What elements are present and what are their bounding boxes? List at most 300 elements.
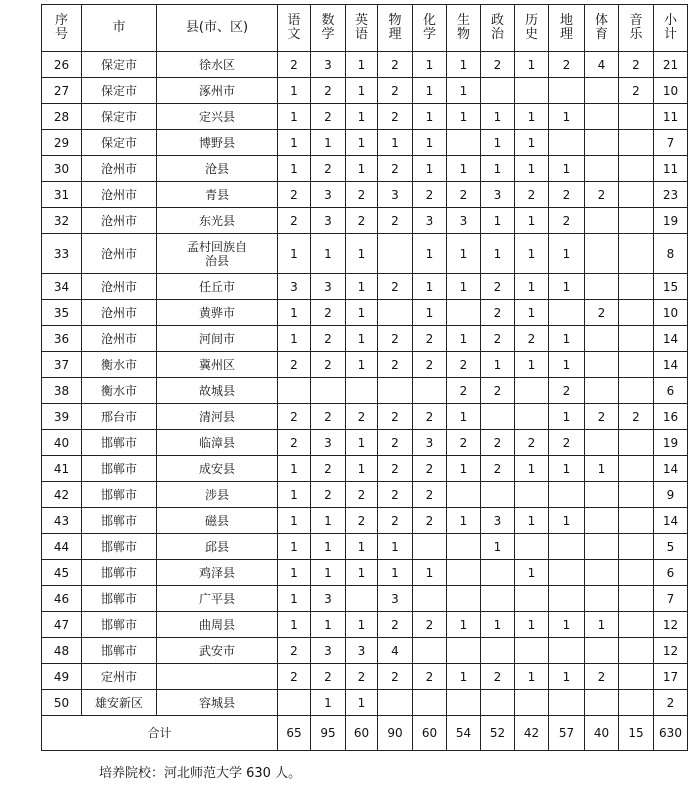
row-county: 磁县 [157,508,278,534]
row-value [619,586,654,612]
row-value: 1 [447,52,481,78]
row-number: 33 [42,234,82,274]
total-cell: 42 [515,716,549,751]
quota-table [41,4,688,751]
row-value [378,300,413,326]
row-value: 1 [346,534,378,560]
row-value [619,182,654,208]
row-value: 3 [311,182,346,208]
row-value: 1 [515,274,549,300]
row-value: 1 [481,534,515,560]
row-value: 2 [619,404,654,430]
row-value: 1 [346,690,378,716]
total-cell: 54 [447,716,481,751]
header-history: 历 史 [515,5,549,52]
row-value: 1 [311,508,346,534]
row-value: 1 [311,130,346,156]
row-value: 2 [378,208,413,234]
table-row [42,612,688,638]
row-value [378,234,413,274]
table-row [42,638,688,664]
row-value: 1 [481,352,515,378]
row-value: 1 [447,404,481,430]
row-city: 沧州市 [82,300,157,326]
row-value [549,586,585,612]
row-value: 1 [515,300,549,326]
row-value [378,378,413,404]
row-value [515,586,549,612]
row-value: 2 [346,182,378,208]
row-value: 2 [378,326,413,352]
total-label: 合计 [42,716,278,751]
row-value [619,130,654,156]
row-value: 2 [481,664,515,690]
row-value: 2 [378,612,413,638]
row-value [585,482,619,508]
row-value: 1 [549,664,585,690]
row-value [585,508,619,534]
total-cell: 60 [413,716,447,751]
row-county: 徐水区 [157,52,278,78]
row-value: 12 [654,612,688,638]
row-number: 28 [42,104,82,130]
row-value [549,560,585,586]
row-value: 1 [515,234,549,274]
row-value: 1 [549,404,585,430]
row-value: 1 [278,156,311,182]
row-number: 34 [42,274,82,300]
row-number: 42 [42,482,82,508]
row-value: 1 [278,300,311,326]
row-value [447,534,481,560]
row-city: 保定市 [82,104,157,130]
header-subtotal: 小 计 [654,5,688,52]
row-county: 黄骅市 [157,300,278,326]
row-value: 2 [311,326,346,352]
row-county: 广平县 [157,586,278,612]
row-value: 1 [447,456,481,482]
total-cell: 40 [585,716,619,751]
table-row [42,690,688,716]
row-value [346,378,378,404]
row-value: 3 [346,638,378,664]
row-value: 3 [413,430,447,456]
row-value: 2 [515,430,549,456]
row-number: 44 [42,534,82,560]
row-value: 2 [481,456,515,482]
row-number: 50 [42,690,82,716]
row-value [447,560,481,586]
row-number: 47 [42,612,82,638]
row-value [585,690,619,716]
row-value: 1 [378,130,413,156]
row-value: 1 [278,508,311,534]
row-number: 27 [42,78,82,104]
row-value: 1 [481,156,515,182]
row-value: 1 [481,130,515,156]
row-value: 1 [481,612,515,638]
row-value: 1 [278,560,311,586]
row-county: 定兴县 [157,104,278,130]
row-value [413,690,447,716]
row-value [481,638,515,664]
row-value: 2 [413,612,447,638]
table-row [42,404,688,430]
row-value: 2 [278,52,311,78]
row-county: 成安县 [157,456,278,482]
table-row [42,156,688,182]
row-value [585,560,619,586]
row-value [619,456,654,482]
row-value: 6 [654,560,688,586]
row-value: 1 [413,234,447,274]
row-city: 雄安新区 [82,690,157,716]
row-city: 保定市 [82,78,157,104]
row-value: 2 [447,182,481,208]
row-value: 3 [278,274,311,300]
row-value: 1 [346,612,378,638]
row-value [346,586,378,612]
row-value: 2 [311,456,346,482]
row-value [549,690,585,716]
table-row [42,430,688,456]
row-value: 2 [378,104,413,130]
row-value: 1 [346,104,378,130]
row-value: 1 [413,78,447,104]
row-value [413,638,447,664]
row-city: 沧州市 [82,156,157,182]
table-row [42,664,688,690]
row-value: 1 [278,586,311,612]
table-row [42,508,688,534]
row-value: 1 [481,104,515,130]
row-county: 涿州市 [157,78,278,104]
row-city: 衡水市 [82,378,157,404]
row-value [549,482,585,508]
header-geography: 地 理 [549,5,585,52]
row-value: 4 [585,52,619,78]
row-city: 沧州市 [82,234,157,274]
row-value: 5 [654,534,688,560]
row-number: 49 [42,664,82,690]
row-value: 1 [549,156,585,182]
row-value: 1 [278,78,311,104]
row-value: 1 [278,234,311,274]
row-value: 1 [278,456,311,482]
table-row [42,560,688,586]
row-value: 1 [413,156,447,182]
row-value [585,326,619,352]
row-number: 46 [42,586,82,612]
row-value [549,130,585,156]
row-value: 1 [278,326,311,352]
row-city: 邯郸市 [82,508,157,534]
row-county: 邱县 [157,534,278,560]
row-value: 2 [585,300,619,326]
header-english: 英 语 [346,5,378,52]
row-value: 1 [447,508,481,534]
row-value: 1 [447,274,481,300]
row-value [619,664,654,690]
table-body [42,52,688,716]
row-value: 2 [278,182,311,208]
row-value [549,300,585,326]
row-value [413,586,447,612]
header-city: 市 [82,5,157,52]
row-value [311,378,346,404]
row-value: 2 [619,52,654,78]
row-value: 1 [447,234,481,274]
row-value: 2 [346,208,378,234]
row-value: 2 [481,274,515,300]
row-value: 1 [346,52,378,78]
row-county: 清河县 [157,404,278,430]
row-value: 3 [311,638,346,664]
table-row [42,78,688,104]
row-value: 2 [278,404,311,430]
row-value: 1 [447,78,481,104]
row-value: 2 [549,208,585,234]
row-number: 32 [42,208,82,234]
row-value [278,378,311,404]
row-value [619,560,654,586]
row-value [549,638,585,664]
row-value: 2 [515,326,549,352]
footnote: 培养院校：河北师范大学 630 人。 [99,766,302,781]
row-number: 38 [42,378,82,404]
row-value: 1 [515,156,549,182]
row-value: 1 [278,612,311,638]
row-value: 8 [654,234,688,274]
row-value: 1 [515,130,549,156]
row-value: 1 [346,78,378,104]
row-value: 10 [654,78,688,104]
row-county: 东光县 [157,208,278,234]
row-value [619,234,654,274]
table-row [42,378,688,404]
row-value: 1 [413,560,447,586]
table-row [42,52,688,78]
row-value: 1 [549,104,585,130]
row-number: 43 [42,508,82,534]
row-value: 14 [654,326,688,352]
row-value: 1 [413,52,447,78]
row-value [585,156,619,182]
row-value: 14 [654,456,688,482]
row-county: 容城县 [157,690,278,716]
row-value: 2 [481,300,515,326]
row-value [619,274,654,300]
row-value [619,104,654,130]
row-value: 1 [515,664,549,690]
row-value: 2 [311,482,346,508]
row-value: 3 [481,508,515,534]
table-row [42,326,688,352]
row-value [585,638,619,664]
row-value [481,586,515,612]
row-value: 3 [378,586,413,612]
row-value: 2 [378,404,413,430]
row-value: 2 [447,430,481,456]
row-county: 孟村回族自 治县 [157,234,278,274]
row-value: 1 [549,508,585,534]
row-value: 1 [346,234,378,274]
row-value: 12 [654,638,688,664]
row-city: 衡水市 [82,352,157,378]
row-value: 1 [278,534,311,560]
row-county: 沧县 [157,156,278,182]
row-value [619,690,654,716]
row-county: 博野县 [157,130,278,156]
row-value: 7 [654,586,688,612]
total-cell: 15 [619,716,654,751]
row-county: 曲周县 [157,612,278,638]
row-value [619,430,654,456]
row-value: 1 [515,52,549,78]
row-value: 1 [346,300,378,326]
row-value [549,78,585,104]
row-value: 1 [515,612,549,638]
row-value: 1 [413,130,447,156]
row-number: 36 [42,326,82,352]
row-value [585,378,619,404]
row-value: 1 [378,534,413,560]
total-cell: 60 [346,716,378,751]
table-row [42,534,688,560]
row-value [619,534,654,560]
row-city: 邯郸市 [82,560,157,586]
row-value: 2 [311,404,346,430]
row-value: 15 [654,274,688,300]
row-value: 2 [311,300,346,326]
row-county: 冀州区 [157,352,278,378]
row-city: 邯郸市 [82,612,157,638]
row-value [619,482,654,508]
row-value: 2 [413,482,447,508]
row-value: 1 [346,430,378,456]
row-number: 31 [42,182,82,208]
row-value [619,326,654,352]
header-pe: 体 育 [585,5,619,52]
row-value: 1 [447,156,481,182]
row-value [481,482,515,508]
row-value: 1 [413,274,447,300]
row-number: 35 [42,300,82,326]
row-value: 1 [413,300,447,326]
row-value: 2 [413,404,447,430]
row-value: 1 [346,352,378,378]
table-row [42,586,688,612]
row-county: 涉县 [157,482,278,508]
row-county: 鸡泽县 [157,560,278,586]
header-politics: 政 治 [481,5,515,52]
row-value: 2 [378,456,413,482]
row-value: 2 [346,664,378,690]
row-value [515,404,549,430]
row-value [481,78,515,104]
row-value [515,534,549,560]
row-value: 1 [311,234,346,274]
row-value: 10 [654,300,688,326]
row-value: 2 [311,664,346,690]
row-value: 1 [447,104,481,130]
row-value: 2 [378,352,413,378]
row-city: 沧州市 [82,182,157,208]
row-value: 1 [515,352,549,378]
row-value [619,156,654,182]
row-value: 1 [447,326,481,352]
row-city: 沧州市 [82,274,157,300]
row-value: 1 [346,456,378,482]
row-county: 故城县 [157,378,278,404]
row-value: 2 [311,352,346,378]
header-math: 数 学 [311,5,346,52]
row-value: 1 [515,456,549,482]
row-value [515,638,549,664]
row-city: 保定市 [82,52,157,78]
row-value: 2 [515,182,549,208]
row-value: 2 [378,78,413,104]
row-value: 1 [413,104,447,130]
row-value [378,690,413,716]
row-value [515,482,549,508]
row-value [278,690,311,716]
table-row [42,234,688,274]
row-value [585,430,619,456]
row-value: 1 [549,612,585,638]
row-value: 2 [413,182,447,208]
row-value: 3 [311,52,346,78]
total-cell: 95 [311,716,346,751]
row-county: 武安市 [157,638,278,664]
total-cell: 52 [481,716,515,751]
row-value: 1 [447,612,481,638]
row-value [413,534,447,560]
total-cell: 90 [378,716,413,751]
header-row [42,5,688,52]
row-value: 2 [447,378,481,404]
header-seq: 序 号 [42,5,82,52]
total-cell: 65 [278,716,311,751]
row-county: 临漳县 [157,430,278,456]
row-value: 2 [378,156,413,182]
row-city: 定州市 [82,664,157,690]
row-value [619,378,654,404]
row-number: 29 [42,130,82,156]
row-value: 2 [549,182,585,208]
row-value: 1 [447,664,481,690]
row-value: 7 [654,130,688,156]
row-value: 1 [311,534,346,560]
row-city: 沧州市 [82,326,157,352]
row-city: 邯郸市 [82,534,157,560]
row-value: 2 [378,52,413,78]
row-value: 2 [619,78,654,104]
row-value [619,508,654,534]
header-county: 县(市、区) [157,5,278,52]
row-value: 2 [413,326,447,352]
row-value: 2 [481,326,515,352]
row-value [585,534,619,560]
row-value [619,208,654,234]
row-value: 3 [378,182,413,208]
header-physics: 物 理 [378,5,413,52]
row-value: 1 [346,274,378,300]
header-music: 音 乐 [619,5,654,52]
row-value: 6 [654,378,688,404]
row-value: 1 [346,156,378,182]
table-row [42,352,688,378]
